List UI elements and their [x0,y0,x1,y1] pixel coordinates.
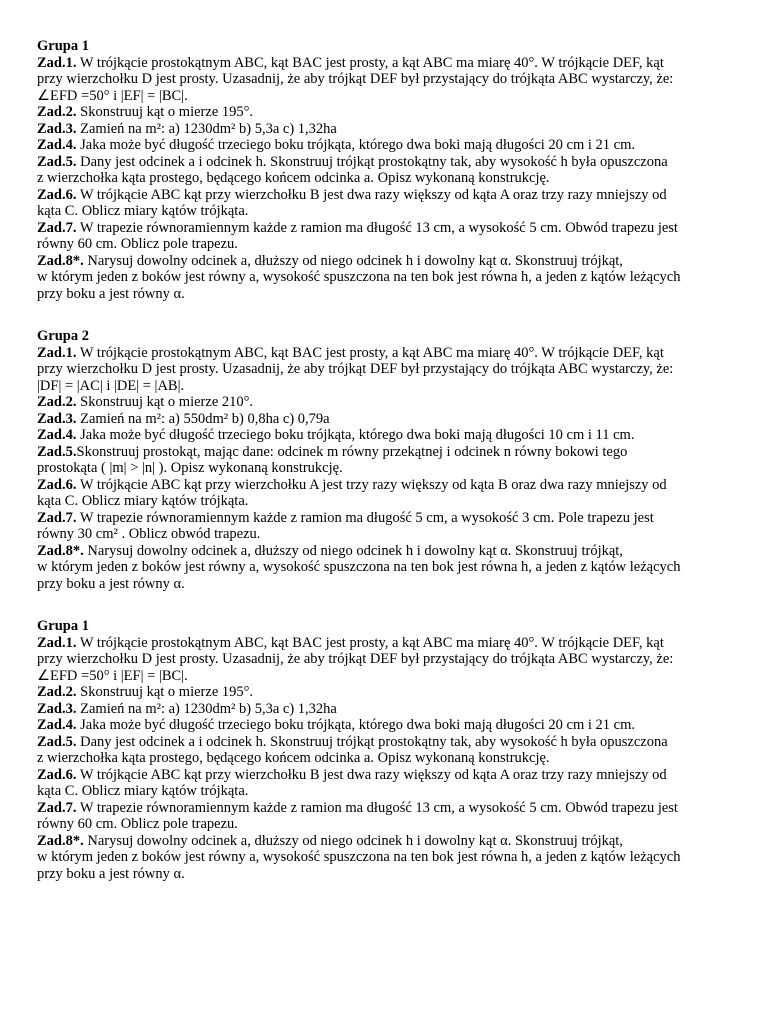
task-8 [37,253,737,303]
task-3 [37,121,737,138]
task-label: Zad.6. [37,476,77,493]
task-text: prostokąta ( |m| > |n| ). Opisz wykonaną konstrukcję. [37,460,343,476]
task-text: przy wierzchołku D jest prosty. Uzasadnij, że aby trójkąt DEF był przystający do trójkąta ABC wystarczy, że: [37,71,674,87]
task-text: W trójkącie prostokątnym ABC, kąt BAC jest prosty, a kąt ABC ma miarę 40°. W trójkącie DEF, kąt [79,54,664,71]
task-label: Zad.7. [37,219,77,236]
task-text: z wierzchołka kąta prostego, będącego końcem odcinka a. Opisz wykonaną konstrukcję. [37,750,550,766]
task-2 [37,684,737,701]
task-1 [37,55,737,105]
task-5 [37,734,737,767]
task-text: W trójkącie prostokątnym ABC, kąt BAC jest prosty, a kąt ABC ma miarę 40°. W trójkącie DEF, kąt [79,634,664,651]
task-text: Skonstruuj kąt o mierze 210°. [80,394,254,410]
task-label: Zad.3. [37,120,77,137]
task-text: kąta C. Oblicz miary kątów trójkąta. [37,493,249,509]
group-title: Grupa 1 [37,618,89,634]
task-4 [37,427,737,444]
task-text: w którym jeden z boków jest równy a, wysokość spuszczona na ten bok jest równa h, a jeden z kątów leżących [37,269,681,285]
task-label: Zad.5. [37,153,77,170]
task-label: Zad.4. [37,137,77,153]
task-7 [37,800,737,833]
task-1 [37,635,737,685]
task-text: w którym jeden z boków jest równy a, wysokość spuszczona na ten bok jest równa h, a jeden z kątów leżących [37,849,681,865]
task-text: Zamień na m²: a) 1230dm² b) 5,3a c) 1,32ha [80,120,337,137]
task-text: równy 60 cm. Oblicz pole trapezu. [37,236,238,252]
task-3 [37,411,737,428]
task-text: W trapezie równoramiennym każde z ramion ma długość 13 cm, a wysokość 5 cm. Obwód trapezu jest [79,799,678,816]
task-text: przy boku a jest równy α. [37,285,185,302]
task-7 [37,510,737,543]
task-text: Jaka może być długość trzeciego boku trójkąta, którego dwa boki mają długości 20 cm i 21 cm. [80,137,635,153]
task-text: przy wierzchołku D jest prosty. Uzasadnij, że aby trójkąt DEF był przystający do trójkąta ABC wystarczy, że: [37,361,674,377]
task-label: Zad.2. [37,394,77,410]
task-2 [37,104,737,121]
task-label: Zad.7. [37,799,77,816]
task-text: Skonstruuj prostokąt, mając dane: odcinek m równy przekątnej i odcinek n równy bokowi tego [76,443,628,460]
task-text: Narysuj dowolny odcinek a, dłuższy od niego odcinek h i dowolny kąt α. Skonstruuj trójkąt, [87,542,623,559]
task-text: W trójkącie ABC kąt przy wierzchołku B jest dwa razy większy od kąta A oraz trzy razy mniejszy od [79,186,667,203]
task-text: W trapezie równoramiennym każde z ramion ma długość 13 cm, a wysokość 5 cm. Obwód trapezu jest [79,219,678,236]
task-condition: ∠EFD =50° i |EF| = |BC|. [37,87,188,104]
task-condition: ∠EFD =50° i |EF| = |BC|. [37,667,188,684]
task-label: Zad.1. [37,54,77,71]
task-label: Zad.5. [37,733,77,750]
worksheet [37,38,737,882]
task-6 [37,187,737,220]
task-text: kąta C. Oblicz miary kątów trójkąta. [37,203,249,219]
task-label: Zad.6. [37,186,77,203]
task-7 [37,220,737,253]
task-label: Zad.7. [37,509,77,526]
task-label: Zad.6. [37,766,77,783]
task-text: Jaka może być długość trzeciego boku trójkąta, którego dwa boki mają długości 10 cm i 11 cm. [80,427,635,443]
task-text: Skonstruuj kąt o mierze 195°. [80,684,254,700]
task-4 [37,137,737,154]
task-label: Zad.1. [37,634,77,651]
task-5 [37,154,737,187]
task-text: Zamień na m²: a) 1230dm² b) 5,3a c) 1,32ha [80,700,337,717]
task-text: Dany jest odcinek a i odcinek h. Skonstruuj trójkąt prostokątny tak, aby wysokość h była opuszczona [80,153,668,170]
task-text: Narysuj dowolny odcinek a, dłuższy od niego odcinek h i dowolny kąt α. Skonstruuj trójkąt, [87,252,623,269]
task-text: W trójkącie ABC kąt przy wierzchołku B jest dwa razy większy od kąta A oraz trzy razy mniejszy od [79,766,667,783]
task-text: Narysuj dowolny odcinek a, dłuższy od niego odcinek h i dowolny kąt α. Skonstruuj trójkąt, [87,832,623,849]
task-text: przy boku a jest równy α. [37,575,185,592]
task-text: Jaka może być długość trzeciego boku trójkąta, którego dwa boki mają długości 20 cm i 21 cm. [80,717,635,733]
group-1 [37,38,737,302]
task-8 [37,833,737,883]
task-label: Zad.5. [37,443,77,460]
task-8 [37,543,737,593]
task-text: z wierzchołka kąta prostego, będącego końcem odcinka a. Opisz wykonaną konstrukcję. [37,170,550,186]
task-1 [37,345,737,395]
task-label: Zad.4. [37,427,77,443]
task-6 [37,767,737,800]
task-text: W trójkącie prostokątnym ABC, kąt BAC jest prosty, a kąt ABC ma miarę 40°. W trójkącie DEF, kąt [79,344,664,361]
task-text: równy 60 cm. Oblicz pole trapezu. [37,816,238,832]
task-5 [37,444,737,477]
task-label: Zad.4. [37,717,77,733]
task-label: Zad.1. [37,344,77,361]
task-label: Zad.8*. [37,252,84,269]
task-text: Skonstruuj kąt o mierze 195°. [80,104,254,120]
group-title: Grupa 2 [37,328,89,344]
group-2 [37,328,737,592]
task-text: przy wierzchołku D jest prosty. Uzasadnij, że aby trójkąt DEF był przystający do trójkąta ABC wystarczy, że: [37,651,674,667]
group-3 [37,618,737,882]
task-text: W trójkącie ABC kąt przy wierzchołku A jest trzy razy większy od kąta B oraz dwa razy mniejszy od [79,476,667,493]
task-text: równy 30 cm² . Oblicz obwód trapezu. [37,526,261,542]
task-condition: |DF| = |AC| i |DE| = |AB|. [37,377,185,394]
task-label: Zad.8*. [37,542,84,559]
task-label: Zad.3. [37,410,77,427]
task-label: Zad.8*. [37,832,84,849]
task-text: Dany jest odcinek a i odcinek h. Skonstruuj trójkąt prostokątny tak, aby wysokość h była opuszczona [80,733,668,750]
task-text: W trapezie równoramiennym każde z ramion ma długość 5 cm, a wysokość 3 cm. Pole trapezu jest [79,509,654,526]
task-4 [37,717,737,734]
task-text: w którym jeden z boków jest równy a, wysokość spuszczona na ten bok jest równa h, a jeden z kątów leżących [37,559,681,575]
task-6 [37,477,737,510]
task-text: przy boku a jest równy α. [37,865,185,882]
task-label: Zad.2. [37,104,77,120]
task-label: Zad.2. [37,684,77,700]
group-title: Grupa 1 [37,38,89,54]
task-2 [37,394,737,411]
task-text: kąta C. Oblicz miary kątów trójkąta. [37,783,249,799]
task-3 [37,701,737,718]
task-label: Zad.3. [37,700,77,717]
task-text: Zamień na m²: a) 550dm² b) 0,8ha c) 0,79a [80,410,330,427]
